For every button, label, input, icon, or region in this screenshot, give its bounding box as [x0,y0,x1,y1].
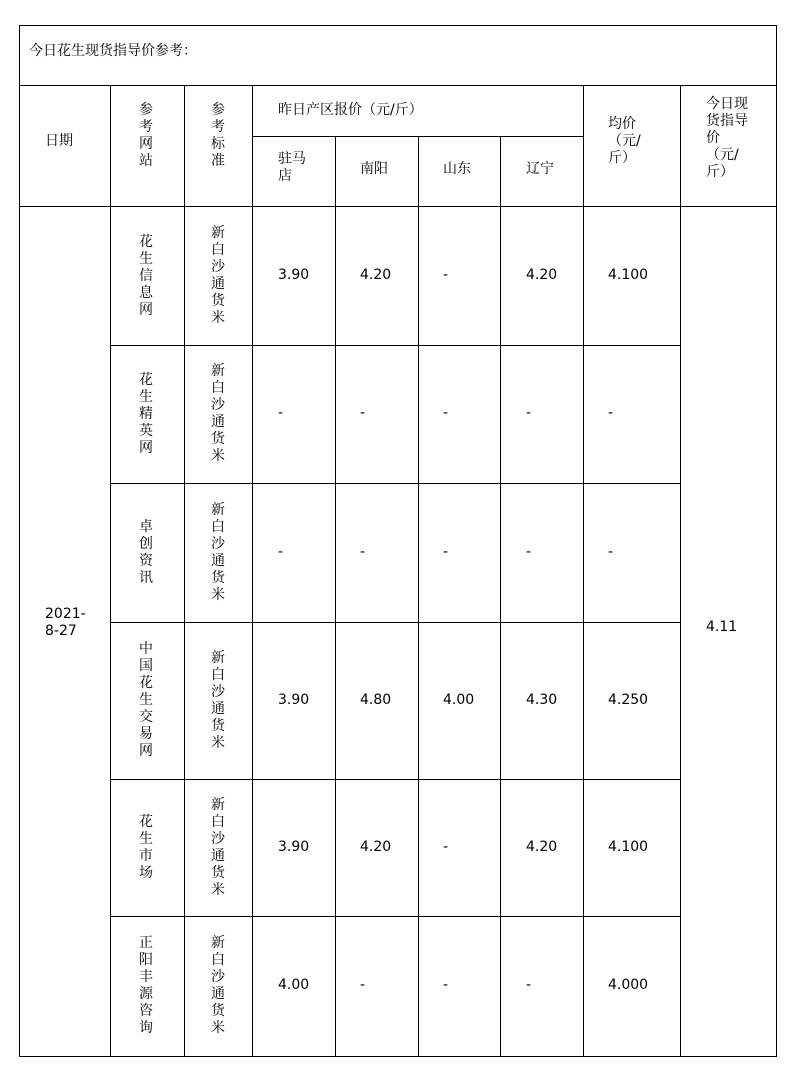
table-row-shandong: - [443,267,449,283]
table-row-nanyang: - [360,977,366,993]
table-border [110,779,681,780]
table-border [680,85,681,206]
table-border [335,206,336,1056]
table-border [110,85,111,206]
table-row-site: 卓 创 资 讯 [139,518,153,586]
header-nanyang: 南阳 [360,161,388,177]
table-row-standard: 新 白 沙 通 货 米 [211,363,225,464]
table-row-liaoning: - [526,977,532,993]
table-row-avg: 4.100 [608,838,649,855]
table-border [776,25,777,1057]
table-border [252,206,253,1056]
table-row-shandong: - [443,405,449,421]
table-row-shandong: - [443,543,449,560]
table-row-site: 花 生 精 英 网 [139,371,153,456]
table-row-zhumadian: - [278,543,284,560]
table-row-zhumadian: - [278,405,284,421]
table-row-shandong: - [443,838,449,855]
table-border [418,136,419,206]
table-row-liaoning: - [526,543,532,560]
table-row-zhumadian: 3.90 [278,267,310,283]
table-border [19,85,777,86]
table-row-avg: - [608,543,614,560]
header-avg: 均价 （元/ 斤） [608,116,641,166]
header-yesterday: 昨日产区报价（元/斤） [278,102,423,118]
table-border [680,206,681,1056]
header-date: 日期 [45,133,73,149]
table-row-shandong: 4.00 [443,691,475,708]
table-border [110,916,681,917]
table-row-site: 中 国 花 生 交 易 网 [139,641,153,759]
table-border [500,136,501,206]
table-border [19,1056,777,1057]
table-border [19,206,777,207]
table-border [583,85,584,206]
table-row-zhumadian: 4.00 [278,977,310,993]
table-border [19,25,20,1057]
page-title: 今日花生现货指导价参考： [29,43,197,59]
table-border [583,206,584,1056]
table-border [110,206,111,1056]
table-row-liaoning: 4.20 [526,838,558,855]
table-border [110,345,681,346]
table-row-avg: - [608,405,614,421]
table-row-avg: 4.000 [608,977,649,993]
table-border [184,206,185,1056]
table-row-zhumadian: 3.90 [278,838,310,855]
table-row-standard: 新 白 沙 通 货 米 [211,501,225,603]
header-today: 今日现 货指导 价 （元/ 斤） [706,96,748,180]
table-row-zhumadian: 3.90 [278,691,310,708]
table-row-liaoning: - [526,405,532,421]
table-border [184,85,185,206]
table-border [252,85,253,206]
date-cell: 2021- 8-27 [45,606,86,639]
header-site: 参 考 网 站 [139,102,153,169]
table-row-liaoning: 4.20 [526,267,558,283]
table-row-nanyang: 4.80 [360,691,392,708]
table-row-liaoning: 4.30 [526,691,558,708]
table-border [19,25,777,26]
table-row-standard: 新 白 沙 通 货 米 [211,649,225,751]
table-row-site: 花 生 信 息 网 [139,233,153,318]
table-row-nanyang: - [360,405,366,421]
table-row-standard: 新 白 沙 通 货 米 [211,935,225,1036]
table-border [418,206,419,1056]
table-border [335,136,336,206]
table-row-standard: 新 白 沙 通 货 米 [211,225,225,326]
table-row-site: 正 阳 丰 源 咨 询 [139,935,153,1036]
header-liaoning: 辽宁 [526,161,554,177]
table-row-avg: 4.100 [608,267,649,283]
header-standard: 参 考 标 准 [211,102,225,169]
table-row-standard: 新 白 沙 通 货 米 [211,796,225,898]
header-shandong: 山东 [443,161,471,177]
table-row-nanyang: 4.20 [360,838,392,855]
table-row-avg: 4.250 [608,691,649,708]
header-zhumadian: 驻马 店 [278,151,306,184]
table-row-shandong: - [443,977,449,993]
table-row-nanyang: - [360,543,366,560]
table-border [500,206,501,1056]
table-border [110,622,681,623]
table-border [110,483,681,484]
today-price: 4.11 [706,619,738,635]
table-row-site: 花 生 市 场 [139,813,153,881]
table-row-nanyang: 4.20 [360,267,392,283]
